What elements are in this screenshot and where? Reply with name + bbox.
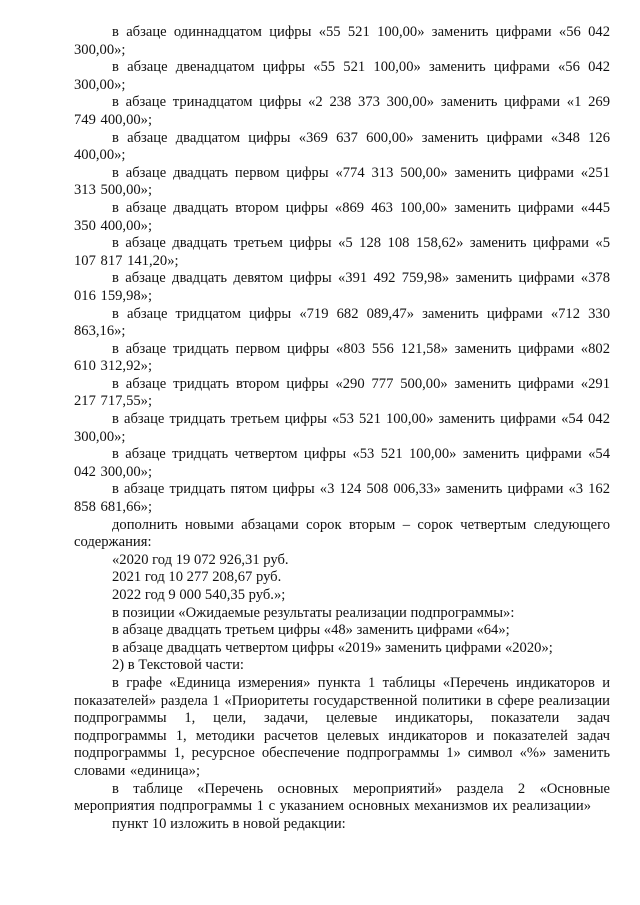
paragraph-8: в абзаце двадцать девятом цифры «391 492 759,98» заменить цифрами «378 016 159,98»; (74, 270, 610, 304)
paragraph-12: в абзаце тридцать третьем цифры «53 521 100,00» заменить цифрами «54 042 300,00»; (74, 411, 610, 445)
tail-paragraph-2: в таблице «Перечень основных мероприятий» раздела 2 «Основные мероприятия подпрограммы 1 с указанием основных механизмов их реализации» (74, 780, 610, 815)
section-heading-line: 2) в Текстовой части: (112, 657, 244, 674)
amendment-line-2: в абзаце двадцать четвертом цифры «2019» заменить цифрами «2020»; (112, 639, 553, 656)
position-heading-line: в позиции «Ожидаемые результаты реализации подпрограммы»: (112, 604, 515, 621)
year-line-2021: 2021 год 10 277 208,67 руб. (112, 569, 282, 586)
paragraph-13: в абзаце тридцать четвертом цифры «53 521 100,00» заменить цифрами «54 042 300,00»; (74, 446, 610, 480)
paragraph-7: в абзаце двадцать третьем цифры «5 128 108 158,62» заменить цифрами «5 107 817 141,20»; (74, 235, 610, 269)
paragraph-5: в абзаце двадцать первом цифры «774 313 500,00» заменить цифрами «251 313 500,00»; (74, 164, 610, 199)
paragraph-10: в абзаце тридцать первом цифры «803 556 121,58» заменить цифрами «802 610 312,92»; (74, 340, 610, 375)
paragraph-4: в абзаце двадцатом цифры «369 637 600,00» заменить цифрами «348 126 400,00»; (74, 129, 610, 164)
paragraph-15: дополнить новыми абзацами сорок вторым – сорок четвертым следующего содержания: (74, 516, 610, 551)
year-line-2022: 2022 год 9 000 540,35 руб.»; (112, 587, 286, 603)
amendment-line-1: в абзаце двадцать третьем цифры «48» заменить цифрами «64»; (112, 622, 510, 639)
final-line: пункт 10 изложить в новой редакции: (112, 815, 346, 832)
paragraph-1: в абзаце одиннадцатом цифры «55 521 100,00» заменить цифрами «56 042 300,00»; (74, 24, 610, 58)
year-line-2020: «2020 год 19 072 926,31 руб. (112, 551, 289, 568)
paragraph-14: в абзаце тридцать пятом цифры «3 124 508 006,33» заменить цифрами «3 162 858 681,66»; (74, 481, 610, 516)
tail-paragraph-1: в графе «Единица измерения» пункта 1 таблицы «Перечень индикаторов и показателей» раздела 1 «Приоритеты государственной политики в сфере реализации подпрограммы 1, цели, задачи, целевые индикаторы, показатели задач подпрограммы 1, методики расчетов целевых индикаторов и показателей задач подпрограммы 1, ресурсное обеспечение подпрограммы 1» символ «%» заменить словами «единица»; (74, 674, 610, 779)
paragraph-11: в абзаце тридцать втором цифры «290 777 500,00» заменить цифрами «291 217 717,55»; (74, 375, 610, 410)
paragraph-9: в абзаце тридцатом цифры «719 682 089,47» заменить цифрами «712 330 863,16»; (74, 305, 610, 340)
paragraph-2: в абзаце двенадцатом цифры «55 521 100,00» заменить цифрами «56 042 300,00»; (74, 59, 610, 93)
paragraph-6: в абзаце двадцать втором цифры «869 463 100,00» заменить цифрами «445 350 400,00»; (74, 199, 610, 234)
paragraph-3: в абзаце тринадцатом цифры «2 238 373 300,00» заменить цифрами «1 269 749 400,00»; (74, 94, 610, 128)
